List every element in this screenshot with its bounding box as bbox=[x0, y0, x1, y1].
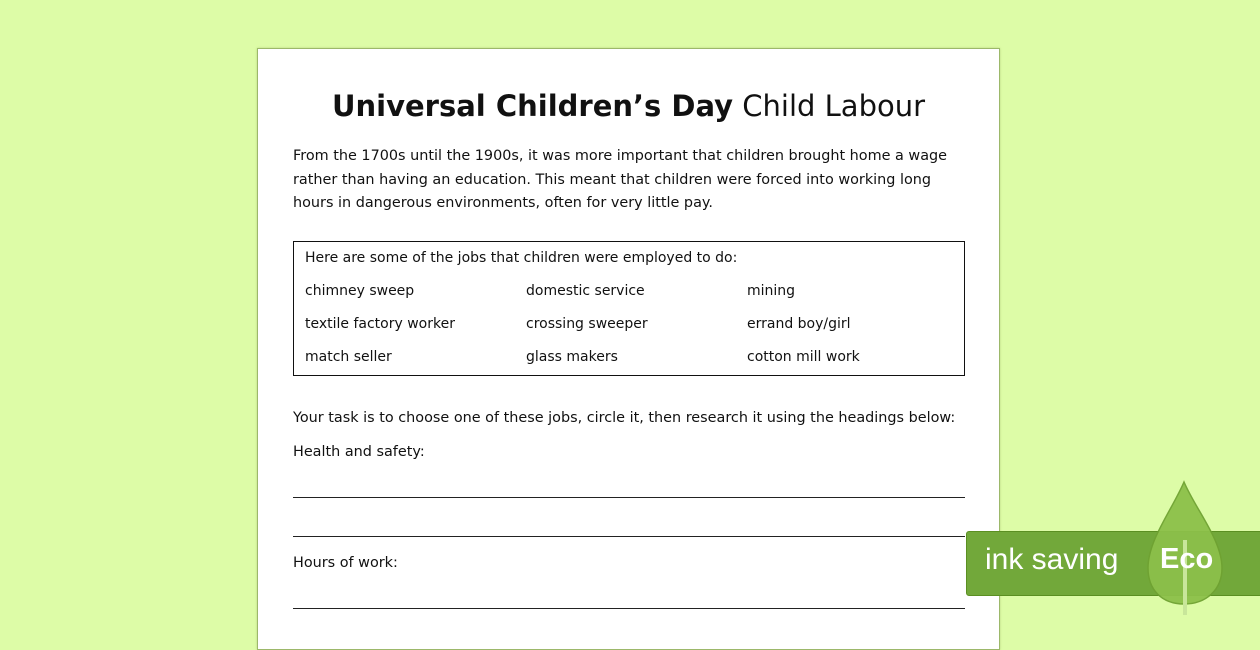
title-bold: Universal Children’s Day bbox=[331, 89, 734, 123]
answer-line[interactable] bbox=[293, 497, 965, 498]
eco-label: Eco bbox=[1160, 543, 1214, 575]
job-item: crossing sweeper bbox=[526, 316, 648, 332]
answer-line[interactable] bbox=[293, 536, 965, 537]
job-item: textile factory worker bbox=[305, 316, 455, 332]
job-item: errand boy/girl bbox=[747, 316, 851, 332]
ink-saving-label: ink saving bbox=[985, 543, 1119, 576]
task-instructions: Your task is to choose one of these jobs, circle it, then research it using the headings below: bbox=[293, 410, 956, 426]
jobs-heading: Here are some of the jobs that children were employed to do: bbox=[305, 250, 738, 266]
job-item: cotton mill work bbox=[747, 349, 860, 365]
heading-health-safety: Health and safety: bbox=[293, 444, 425, 460]
answer-line[interactable] bbox=[293, 608, 965, 609]
title-regular: Child Labour bbox=[742, 89, 926, 123]
job-item: chimney sweep bbox=[305, 283, 415, 299]
job-item: match seller bbox=[305, 349, 392, 365]
heading-hours-of-work: Hours of work: bbox=[293, 555, 398, 571]
job-item: mining bbox=[747, 283, 796, 299]
job-item: domestic service bbox=[526, 283, 645, 299]
jobs-box bbox=[293, 241, 965, 376]
job-item: glass makers bbox=[526, 349, 618, 365]
page-title bbox=[258, 89, 999, 123]
intro-paragraph: From the 1700s until the 1900s, it was more important that children brought home a wage rather than having an education. This meant that children were forced into working long hours in dangerous environments, often for very little pay. bbox=[293, 148, 948, 211]
worksheet-page bbox=[257, 48, 1000, 650]
